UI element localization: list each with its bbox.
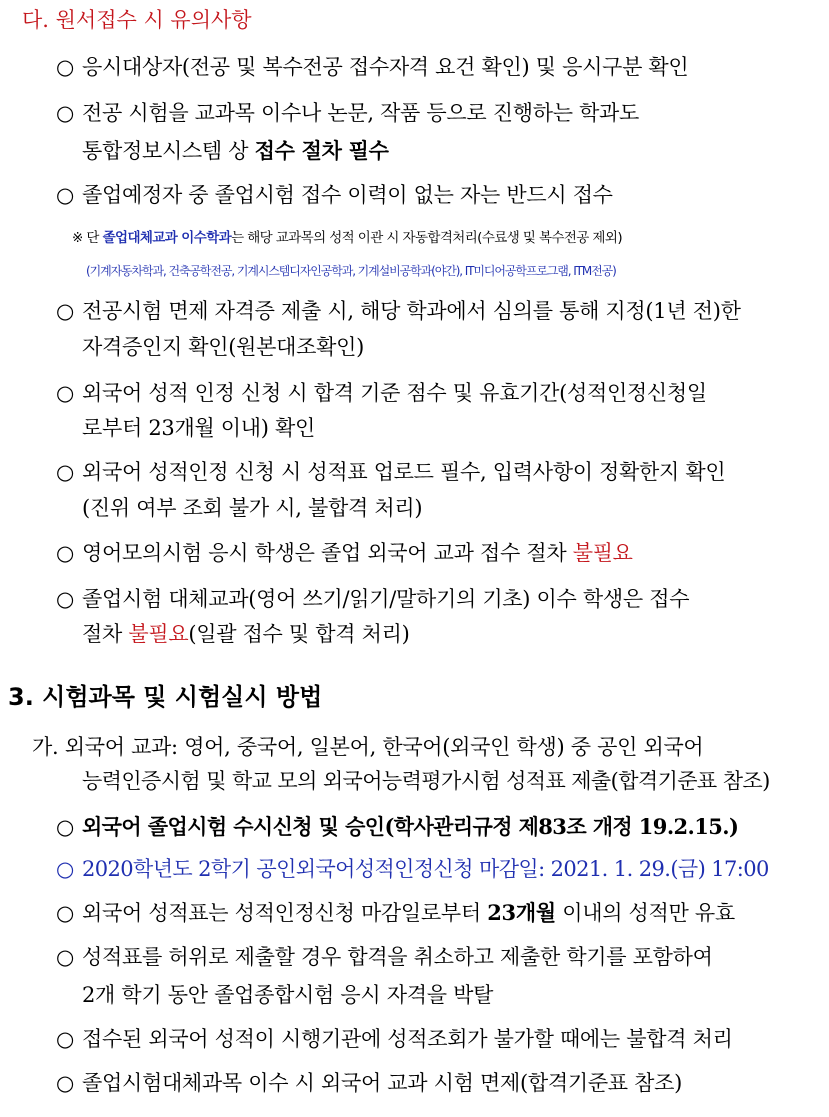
bullet-circle-icon: ○	[56, 1027, 75, 1051]
bullet-circle-icon: ○	[56, 460, 75, 484]
list-item: ○ 접수된 외국어 성적이 시행기관에 성적조회가 불가할 때에는 불합격 처리	[56, 1024, 733, 1054]
list-item: ○ 외국어 성적인정 신청 시 성적표 업로드 필수, 입력사항이 정확한지 확인	[56, 457, 725, 487]
list-item: ○ 응시대상자(전공 및 복수전공 접수자격 요건 확인) 및 응시구분 확인	[56, 52, 688, 82]
bullet-circle-icon: ○	[56, 1071, 75, 1095]
section-d-heading: 다. 원서접수 시 유의사항	[22, 8, 252, 32]
list-item: ○ 졸업예정자 중 졸업시험 접수 이력이 없는 자는 반드시 접수	[56, 180, 613, 210]
subsection-a-continuation: 능력인증시험 및 학교 모의 외국어능력평가시험 성적표 제출(합격기준표 참조)	[82, 769, 770, 793]
note-departments: (기계자동차학과, 건축공학전공, 기계시스템디자인공학과, 기계설비공학과(야간), IT미디어공학프로그램, ITM전공)	[86, 264, 616, 278]
list-item: ○ 전공 시험을 교과목 이수나 논문, 작품 등으로 진행하는 학과도	[56, 98, 639, 128]
list-item-continuation: 2개 학기 동안 졸업종합시험 응시 자격을 박탈	[82, 983, 494, 1007]
list-item-deadline: ○ 2020학년도 2학기 공인외국어성적인정신청 마감일: 2021. 1. 29.(금) 17:00	[56, 854, 769, 884]
bullet-circle-icon: ○	[56, 587, 75, 611]
list-item: ○ 성적표를 허위로 제출할 경우 합격을 취소하고 제출한 학기를 포함하여	[56, 942, 713, 972]
list-item: ○ 외국어 졸업시험 수시신청 및 승인(학사관리규정 제83조 개정 19.2.15.)	[56, 812, 738, 842]
section-3-heading: 3. 시험과목 및 시험실시 방법	[8, 683, 323, 711]
emphasis-text: 23개월	[487, 900, 556, 925]
list-item-continuation: 통합정보시스템 상 접수 절차 필수	[82, 138, 389, 163]
bullet-circle-icon: ○	[56, 55, 75, 79]
bullet-circle-icon: ○	[56, 541, 75, 565]
list-item: ○ 졸업시험 대체교과(영어 쓰기/읽기/말하기의 기초) 이수 학생은 접수	[56, 584, 689, 614]
note-line: ※ 단 졸업대체교과 이수학과는 해당 교과목의 성적 이관 시 자동합격처리(수료생 및 복수전공 제외)	[72, 230, 622, 246]
bullet-circle-icon: ○	[56, 814, 74, 839]
bullet-circle-icon: ○	[56, 945, 75, 969]
list-item-continuation: 자격증인지 확인(원본대조확인)	[82, 335, 364, 359]
list-item: ○ 전공시험 면제 자격증 제출 시, 해당 학과에서 심의를 통해 지정(1년 전)한	[56, 296, 741, 326]
subsection-a: 가. 외국어 교과: 영어, 중국어, 일본어, 한국어(외국인 학생) 중 공인 외국어	[32, 735, 704, 759]
bullet-circle-icon: ○	[56, 183, 75, 207]
emphasis-text: 접수 절차 필수	[254, 138, 389, 163]
emphasis-red: 불필요	[128, 622, 189, 646]
list-item-continuation: (진위 여부 조회 불가 시, 불합격 처리)	[82, 496, 423, 520]
list-item: ○ 영어모의시험 응시 학생은 졸업 외국어 교과 접수 절차 불필요	[56, 538, 633, 568]
list-item: ○ 외국어 성적 인정 신청 시 합격 기준 점수 및 유효기간(성적인정신청일	[56, 378, 707, 408]
list-item: ○ 졸업시험대체과목 이수 시 외국어 교과 시험 면제(합격기준표 참조)	[56, 1068, 682, 1098]
emphasis-red: 불필요	[572, 541, 633, 565]
list-item: ○ 외국어 성적표는 성적인정신청 마감일로부터 23개월 이내의 성적만 유효	[56, 898, 735, 928]
note-highlight: 졸업대체교과 이수학과	[102, 230, 232, 246]
reference-mark: ※	[72, 230, 83, 246]
bullet-circle-icon: ○	[56, 901, 75, 925]
bullet-circle-icon: ○	[56, 381, 75, 405]
list-item-continuation: 로부터 23개월 이내) 확인	[82, 416, 316, 440]
bullet-circle-icon: ○	[56, 857, 74, 881]
bullet-circle-icon: ○	[56, 101, 75, 125]
bullet-circle-icon: ○	[56, 299, 75, 323]
list-item-continuation: 절차 불필요(일괄 접수 및 합격 처리)	[82, 622, 410, 646]
